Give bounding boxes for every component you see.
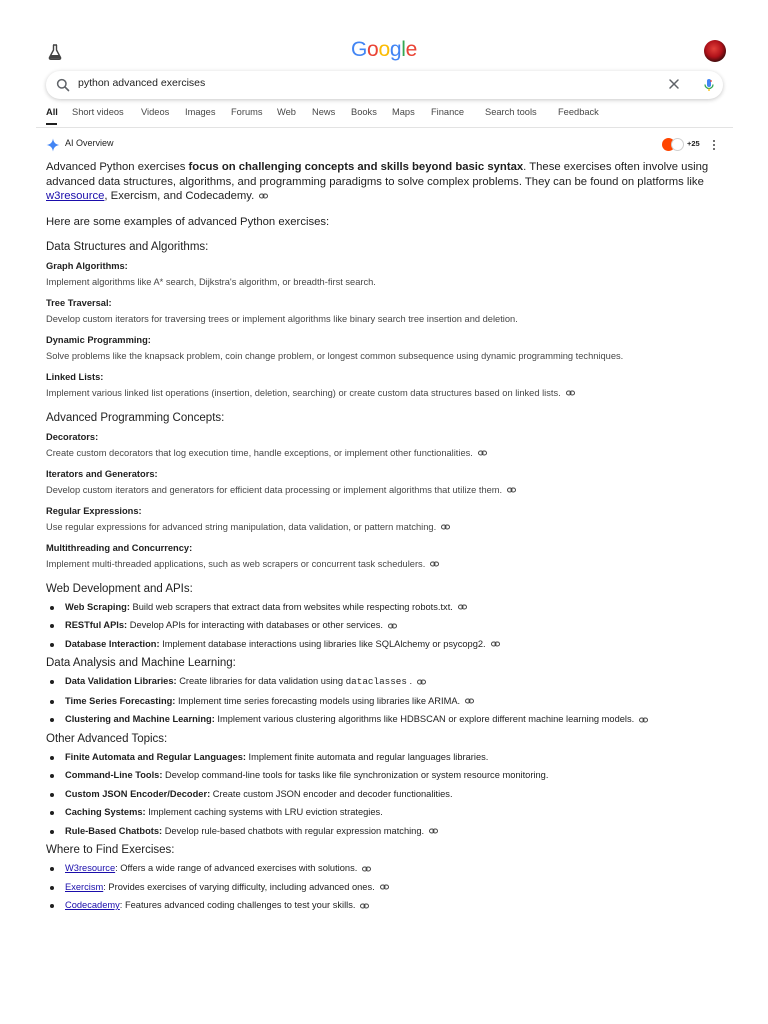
section-heading: Web Development and APIs: (46, 582, 193, 595)
logo-letter-3: o (378, 38, 390, 61)
list-item (46, 619, 726, 632)
list-item (46, 788, 726, 801)
item-title: Regular Expressions: (46, 505, 142, 516)
item-title: Linked Lists: (46, 371, 104, 382)
more-options-icon[interactable] (711, 139, 717, 151)
intro-paragraph (46, 160, 726, 204)
item-text: Develop rule-based chatbots with regular expression matching. (162, 825, 425, 836)
bullet-list (46, 751, 726, 838)
bullet-list (46, 862, 726, 912)
exercism-link[interactable]: Exercism (65, 881, 104, 892)
item-text: Develop custom iterators for traversing trees or implement algorithms like binary search tree insertion and deletion. (46, 313, 518, 324)
logo-letter-5: l (401, 38, 406, 61)
link-icon[interactable] (458, 604, 467, 610)
item-text-content: Develop custom iterators and generators for efficient data processing or implement algorithms that utilize them. (46, 484, 503, 495)
search-icon (56, 78, 70, 92)
item-text: Implement caching systems with LRU eviction strategies. (145, 807, 383, 817)
item-text: Implement various clustering algorithms like HDBSCAN or explore different machine learning models. (214, 714, 635, 724)
item-title: Graph Algorithms: (46, 260, 128, 271)
source-icons[interactable] (662, 137, 702, 151)
list-item (46, 601, 726, 614)
item-text: : Provides exercises of varying difficulty, including advanced ones. (103, 881, 375, 892)
item-title: Data Validation Libraries: (65, 676, 177, 686)
item-text: Create libraries for data validation using (176, 676, 346, 686)
search-box[interactable] (46, 71, 723, 99)
list-item (46, 695, 726, 708)
tabs-divider (36, 127, 733, 128)
link-icon[interactable] (441, 524, 450, 530)
list-item (46, 825, 726, 838)
item-text-content: Create custom decorators that log execution time, handle exceptions, or implement other functionalities. (46, 447, 473, 458)
examples-intro: Here are some examples of advanced Python exercises: (46, 215, 330, 228)
link-icon[interactable] (380, 884, 389, 890)
item-text: Implement database interactions using libraries like SQLAlchemy or psycopg2. (159, 638, 486, 649)
item-title: Dynamic Programming: (46, 334, 151, 345)
item-text (46, 558, 726, 570)
link-icon[interactable] (259, 193, 268, 199)
section-heading: Data Analysis and Machine Learning: (46, 657, 236, 669)
code-snippet: dataclasses (345, 676, 407, 687)
google-logo[interactable] (0, 38, 768, 62)
logo-letter-4: g (389, 38, 402, 61)
link-icon[interactable] (478, 450, 487, 456)
item-text (46, 447, 726, 459)
site-icon (671, 138, 684, 151)
item-title: Caching Systems: (65, 807, 146, 817)
section-heading: Other Advanced Topics: (46, 732, 168, 745)
list-item (46, 769, 726, 782)
tab-all[interactable]: All (46, 107, 58, 117)
link-icon[interactable] (491, 641, 500, 647)
item-text: Implement finite automata and regular languages libraries. (245, 751, 489, 762)
item-text: : Features advanced coding challenges to test your skills. (119, 900, 356, 910)
link-icon[interactable] (430, 561, 439, 567)
item-title: Decorators: (46, 431, 99, 442)
tab-web[interactable]: Web (277, 107, 296, 117)
item-title: Finite Automata and Regular Languages: (65, 751, 246, 762)
tab-maps[interactable]: Maps (392, 107, 415, 117)
item-title: Command-Line Tools: (65, 770, 163, 780)
item-text: Solve problems like the knapsack problem, coin change problem, or longest common subsequence using dynamic programming techniques. (46, 350, 624, 361)
item-text (46, 387, 726, 399)
item-title: Clustering and Machine Learning: (65, 714, 215, 724)
item-text: Create custom JSON encoder and decoder functionalities. (210, 788, 453, 799)
item-title: Rule-Based Chatbots: (65, 825, 163, 836)
list-item (46, 806, 726, 819)
item-text: Implement time series forecasting models using libraries like ARIMA. (175, 695, 461, 706)
item-text (46, 521, 726, 533)
list-item (46, 862, 726, 875)
link-icon[interactable] (360, 903, 369, 909)
intro-highlight: focus on challenging concepts and skills beyond basic syntax (188, 161, 524, 173)
top-bar (0, 38, 768, 66)
section-heading: Where to Find Exercises: (46, 844, 175, 856)
tab-images[interactable]: Images (185, 107, 216, 117)
item-text-content: Use regular expressions for advanced string manipulation, data validation, or pattern matching. (46, 521, 437, 532)
item-title: Web Scraping: (65, 601, 130, 612)
item-text: Implement algorithms like A* search, Dijkstra's algorithm, or breadth-first search. (46, 276, 376, 287)
intro-before: Advanced Python exercises (46, 161, 189, 173)
tab-search-tools[interactable]: Search tools (485, 107, 537, 117)
item-text-content: Implement various linked list operations (insertion, deletion, searching) or create custom data structures based on linked lists. (46, 387, 561, 398)
tab-forums[interactable]: Forums (231, 107, 263, 117)
list-item (46, 881, 726, 894)
avatar[interactable] (704, 40, 726, 62)
tab-books[interactable]: Books (351, 107, 377, 117)
link-icon[interactable] (362, 866, 371, 872)
item-title: Database Interaction: (65, 638, 160, 649)
item-title: Tree Traversal: (46, 297, 112, 308)
list-item (46, 675, 726, 689)
search-input[interactable]: python advanced exercises (78, 77, 206, 89)
section-heading: Advanced Programming Concepts: (46, 411, 225, 424)
link-icon[interactable] (388, 623, 397, 629)
logo-letter-6: e (405, 38, 417, 61)
search-tabs (46, 106, 736, 128)
ai-overview-title: AI Overview (65, 138, 114, 148)
item-title: Custom JSON Encoder/Decoder: (65, 788, 211, 799)
item-title: Iterators and Generators: (46, 468, 158, 479)
tab-feedback[interactable]: Feedback (558, 107, 599, 117)
list-item (46, 899, 726, 912)
item-title: Time Series Forecasting: (65, 695, 176, 706)
bullet-list (46, 675, 726, 726)
tab-videos[interactable]: Videos (141, 107, 170, 117)
item-text-content: Implement multi-threaded applications, such as web scrapers or concurrent task schedulers. (46, 558, 426, 569)
ai-overview-content (46, 160, 726, 918)
source-count: +25 (687, 139, 700, 148)
logo-letter-2: o (367, 38, 379, 61)
intro-after: . These exercises often involve using advanced data structures, algorithms, and programming paradigms to solve complex problems. They can be found on platforms like (46, 161, 709, 188)
link-icon[interactable] (429, 828, 438, 834)
w3resource-link[interactable]: W3resource (65, 863, 116, 873)
list-item (46, 713, 726, 726)
intro-end: , Exercism, and Codecademy. (104, 190, 255, 202)
link-icon[interactable] (465, 698, 474, 704)
w3resource-link[interactable]: w3resource (46, 190, 105, 202)
item-text: Develop command-line tools for tasks like file synchronization or system resource monitoring. (162, 770, 549, 780)
active-tab-indicator (46, 123, 57, 125)
item-title: Multithreading and Concurrency: (46, 542, 193, 553)
item-text-end: . (406, 676, 413, 686)
microphone-icon[interactable] (701, 77, 717, 93)
codecademy-link[interactable]: Codecademy (65, 900, 120, 910)
link-icon[interactable] (417, 679, 426, 685)
tab-news[interactable]: News (312, 107, 336, 117)
tab-short-videos[interactable]: Short videos (72, 107, 124, 117)
ai-overview-header (46, 136, 726, 154)
section-heading: Data Structures and Algorithms: (46, 240, 209, 253)
list-item (46, 638, 726, 651)
logo-letter-1: G (351, 38, 368, 61)
item-text: Build web scrapers that extract data from websites while respecting robots.txt. (129, 601, 453, 612)
link-icon[interactable] (566, 390, 575, 396)
link-icon[interactable] (507, 487, 516, 493)
list-item (46, 751, 726, 764)
item-text: : Offers a wide range of advanced exercises with solutions. (115, 863, 358, 873)
link-icon[interactable] (639, 717, 648, 723)
sparkle-icon (46, 138, 60, 152)
close-icon[interactable] (667, 77, 681, 91)
item-title: RESTful APIs: (65, 620, 128, 630)
tab-finance[interactable]: Finance (431, 107, 465, 117)
item-text (46, 484, 726, 496)
bullet-list (46, 601, 726, 651)
item-text: Develop APIs for interacting with databases or other services. (127, 620, 383, 630)
